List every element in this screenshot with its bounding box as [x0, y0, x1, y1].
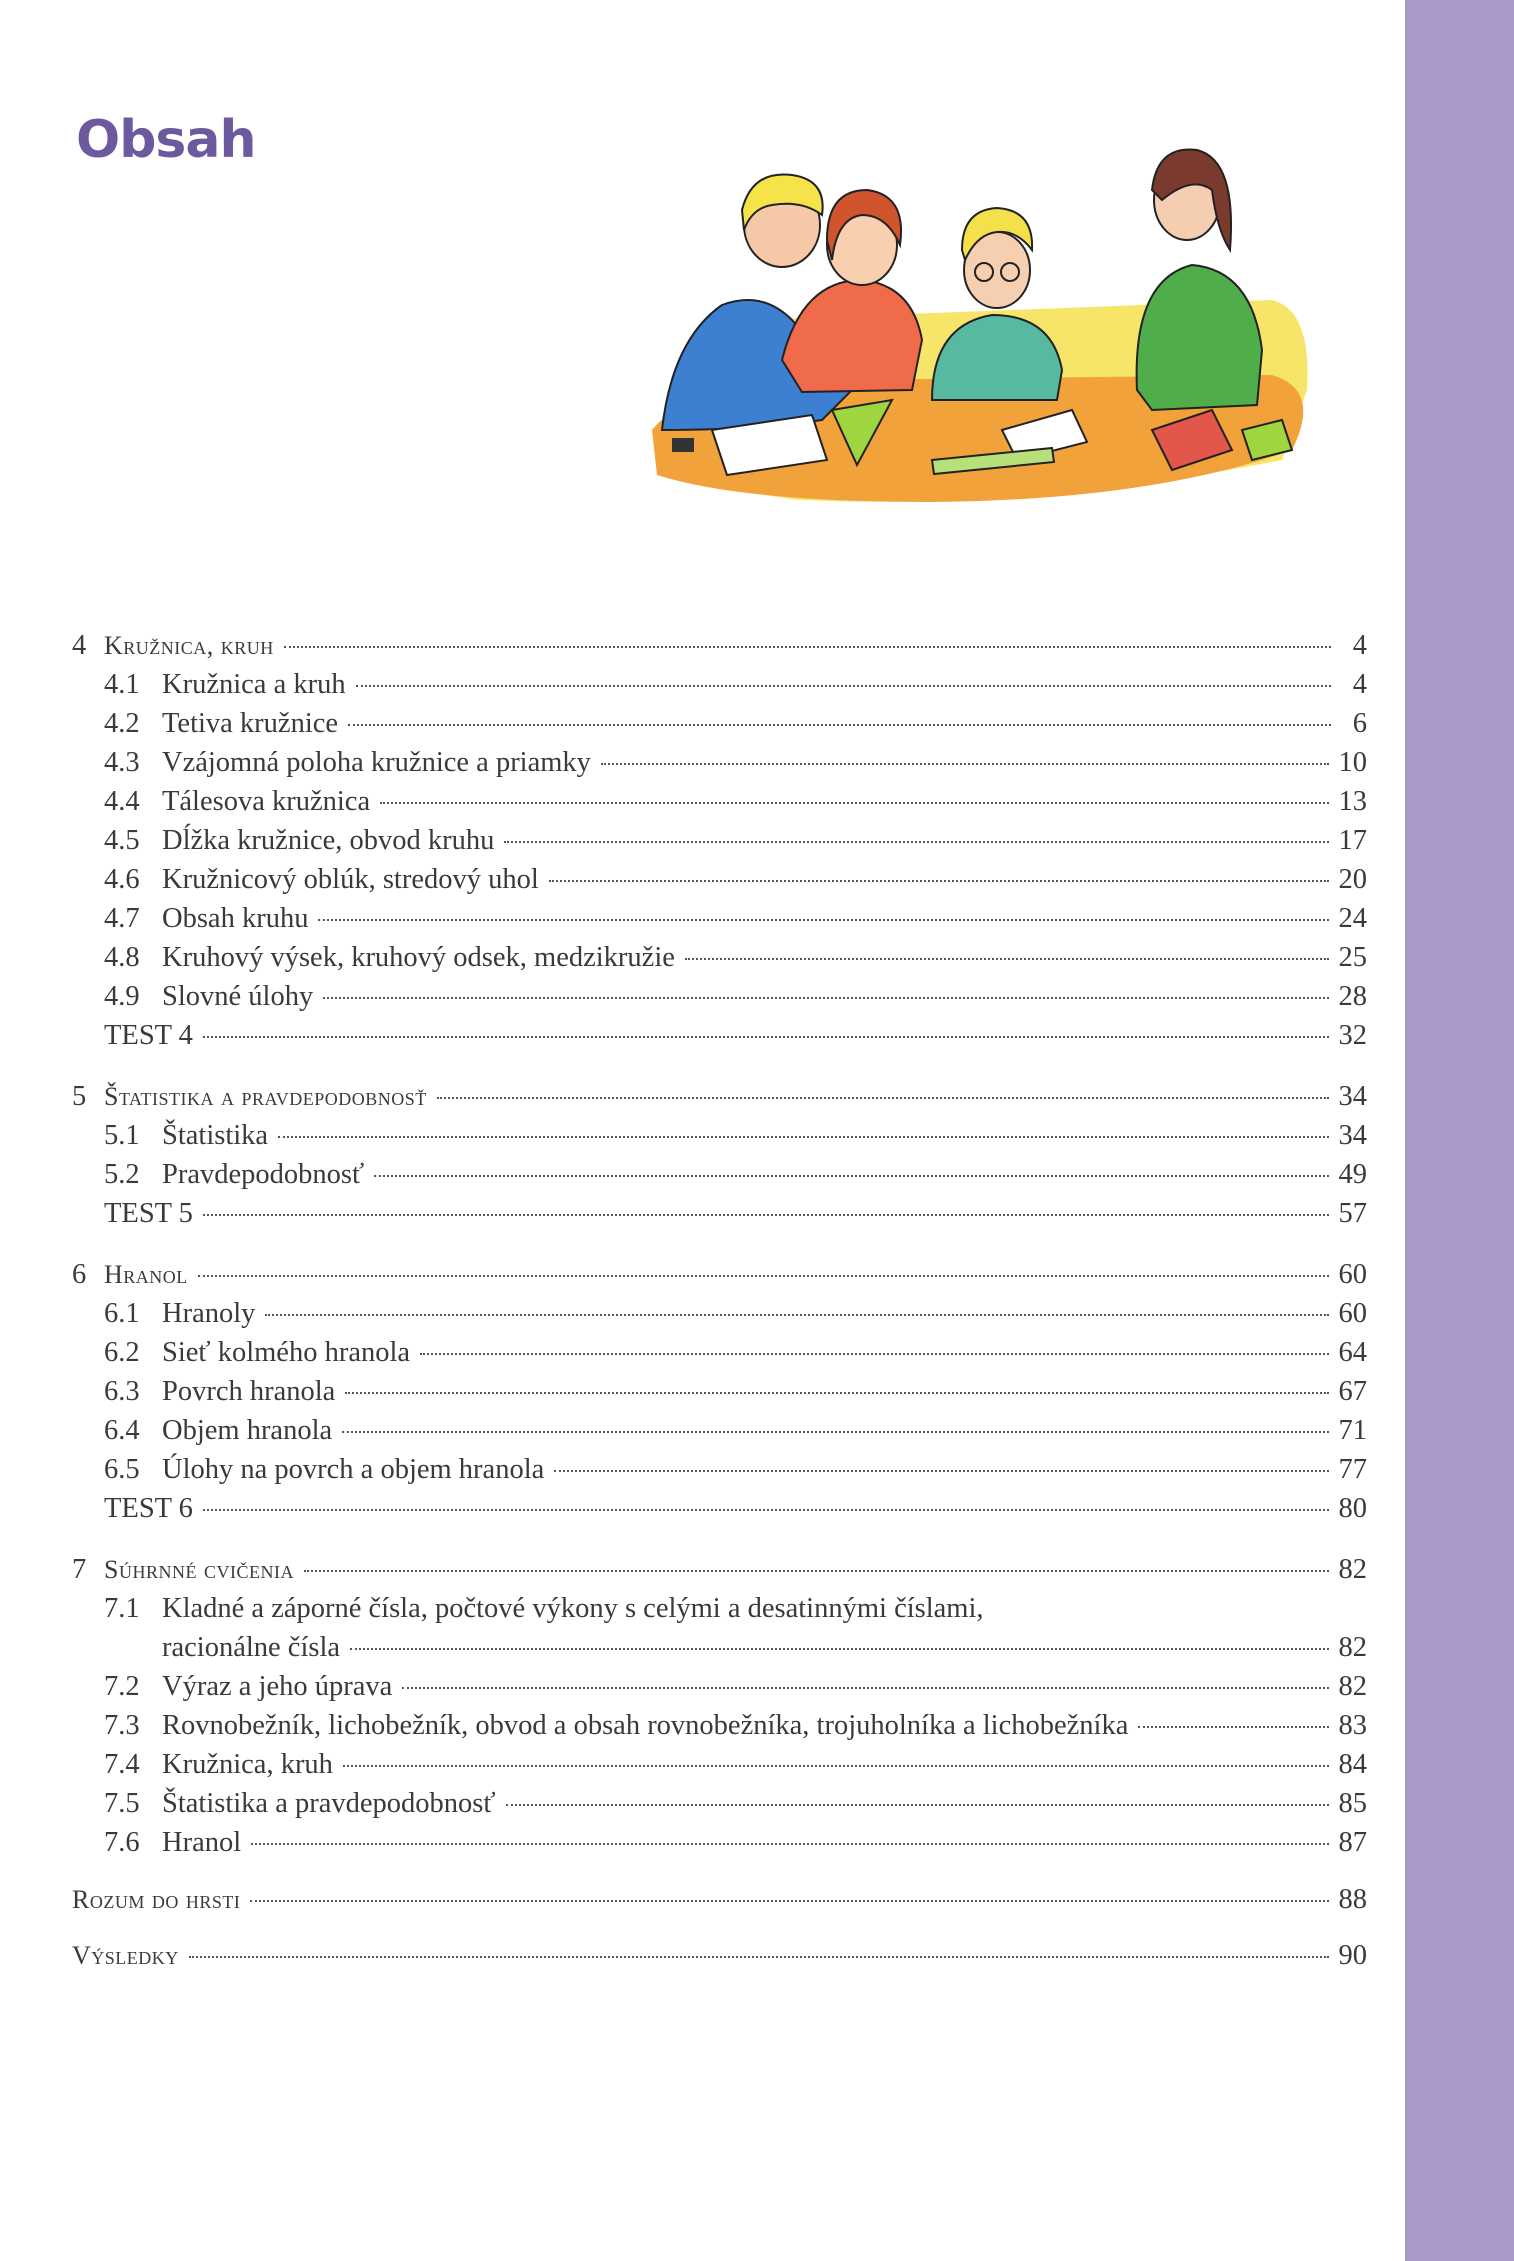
toc-page: 20 — [1338, 864, 1367, 895]
toc-item-4-9[interactable] — [72, 981, 1367, 1020]
leader-dots — [342, 1431, 1328, 1433]
leader-dots — [350, 1648, 1328, 1650]
toc-page: 77 — [1338, 1454, 1367, 1485]
toc-item-4-6[interactable] — [72, 864, 1367, 903]
leader-dots — [685, 958, 1329, 960]
toc-number: 7.6 — [104, 1827, 140, 1858]
leader-dots — [278, 1136, 1328, 1138]
toc-label: TEST 4 — [104, 1020, 193, 1051]
leader-dots — [251, 1843, 1328, 1845]
leader-dots — [198, 1275, 1329, 1277]
toc-label: Hranoly — [162, 1298, 256, 1329]
toc-item-4-4[interactable] — [72, 786, 1367, 825]
toc-number: 7 — [72, 1554, 87, 1585]
toc-chapter-5[interactable] — [72, 1081, 1367, 1120]
leader-dots — [506, 1804, 1329, 1806]
toc-page: 82 — [1338, 1632, 1367, 1663]
toc-label: Objem hranola — [162, 1415, 333, 1446]
toc-test-5[interactable] — [72, 1198, 1367, 1237]
toc-page: 85 — [1338, 1788, 1367, 1819]
leader-dots — [318, 919, 1328, 921]
toc-page: 80 — [1338, 1493, 1367, 1524]
toc-number: 6 — [72, 1259, 87, 1290]
toc-rozum-do-hrsti[interactable] — [72, 1884, 1367, 1922]
toc-label: Rovnobežník, lichobežník, obvod a obsah rovnobežníka, trojuholníka a lichobežníka — [162, 1710, 1129, 1741]
toc-number: 5 — [72, 1081, 87, 1112]
toc-number: 6.5 — [104, 1454, 140, 1485]
toc-item-6-3[interactable] — [72, 1376, 1367, 1415]
toc-page: 10 — [1338, 747, 1367, 778]
toc-item-6-2[interactable] — [72, 1337, 1367, 1376]
toc-page: 83 — [1338, 1710, 1367, 1741]
toc-vysledky[interactable] — [72, 1940, 1367, 1978]
toc-page: 32 — [1338, 1020, 1367, 1051]
toc-label: Štatistika a pravdepodobnosť — [104, 1082, 427, 1111]
toc-number: 4.2 — [104, 708, 140, 739]
toc-label: Sieť kolmého hranola — [162, 1337, 411, 1368]
toc-label: Kružnicový oblúk, stredový uhol — [162, 864, 539, 895]
leader-dots — [203, 1509, 1329, 1511]
toc-label: Kladné a záporné čísla, počtové výkony s celými a desatinnými číslami, — [162, 1593, 984, 1624]
toc-page: 4 — [1352, 630, 1367, 661]
toc-item-5-2[interactable] — [72, 1159, 1367, 1198]
table-of-contents — [72, 630, 1367, 1978]
toc-item-6-5[interactable] — [72, 1454, 1367, 1493]
toc-number: 7.2 — [104, 1671, 140, 1702]
toc-page: 64 — [1338, 1337, 1367, 1368]
toc-item-6-4[interactable] — [72, 1415, 1367, 1454]
toc-number: 7.3 — [104, 1710, 140, 1741]
leader-dots — [203, 1036, 1329, 1038]
toc-page: 24 — [1338, 903, 1367, 934]
toc-item-7-3[interactable] — [72, 1710, 1367, 1749]
toc-label: Úlohy na povrch a objem hranola — [162, 1454, 545, 1485]
toc-item-7-1-continued[interactable] — [72, 1632, 1367, 1671]
leader-dots — [323, 997, 1328, 999]
toc-number: 4.5 — [104, 825, 140, 856]
toc-page: 60 — [1338, 1259, 1367, 1290]
toc-page: 49 — [1338, 1159, 1367, 1190]
toc-label: Kružnica, kruh — [162, 1749, 333, 1780]
leader-dots — [348, 724, 1331, 726]
toc-label: Hranol — [162, 1827, 242, 1858]
toc-number: 4 — [72, 630, 87, 661]
leader-dots — [250, 1900, 1328, 1902]
toc-item-4-1[interactable] — [72, 669, 1367, 708]
toc-label: Tálesova kružnica — [162, 786, 371, 817]
leader-dots — [356, 685, 1331, 687]
toc-number: 5.1 — [104, 1120, 140, 1151]
toc-item-7-2[interactable] — [72, 1671, 1367, 1710]
toc-item-4-3[interactable] — [72, 747, 1367, 786]
leader-dots — [304, 1570, 1329, 1572]
toc-number: 6.2 — [104, 1337, 140, 1368]
toc-number: 5.2 — [104, 1159, 140, 1190]
toc-page: 57 — [1338, 1198, 1367, 1229]
toc-number: 4.7 — [104, 903, 140, 934]
toc-label: Kružnica a kruh — [162, 669, 346, 700]
toc-test-4[interactable] — [72, 1020, 1367, 1059]
toc-number: 7.1 — [104, 1593, 140, 1624]
students-at-table-illustration — [632, 130, 1322, 520]
toc-number: 6.3 — [104, 1376, 140, 1407]
toc-item-7-6[interactable] — [72, 1827, 1367, 1866]
toc-label: TEST 6 — [104, 1493, 193, 1524]
toc-number: 6.1 — [104, 1298, 140, 1329]
leader-dots — [374, 1175, 1328, 1177]
toc-page: 17 — [1338, 825, 1367, 856]
toc-page: 60 — [1338, 1298, 1367, 1329]
toc-page: 84 — [1338, 1749, 1367, 1780]
leader-dots — [549, 880, 1329, 882]
toc-item-4-2[interactable] — [72, 708, 1367, 747]
toc-label: Pravdepodobnosť — [162, 1159, 365, 1190]
leader-dots — [265, 1314, 1328, 1316]
toc-item-4-8[interactable] — [72, 942, 1367, 981]
side-band — [1405, 0, 1514, 2261]
leader-dots — [437, 1097, 1329, 1099]
toc-page: 87 — [1338, 1827, 1367, 1858]
toc-label: Slovné úlohy — [162, 981, 314, 1012]
leader-dots — [420, 1353, 1328, 1355]
toc-chapter-6[interactable] — [72, 1259, 1367, 1298]
leader-dots — [402, 1687, 1328, 1689]
toc-page: 25 — [1338, 942, 1367, 973]
toc-number: 4.1 — [104, 669, 140, 700]
leader-dots — [345, 1392, 1328, 1394]
toc-page: 4 — [1352, 669, 1367, 700]
toc-item-7-4[interactable] — [72, 1749, 1367, 1788]
toc-label: racionálne čísla — [162, 1632, 341, 1663]
toc-label: Kružnica, kruh — [104, 631, 274, 660]
toc-page: 6 — [1352, 708, 1367, 739]
toc-page: 28 — [1338, 981, 1367, 1012]
toc-item-4-7[interactable] — [72, 903, 1367, 942]
toc-label: Hranol — [104, 1260, 188, 1289]
toc-page: 90 — [1338, 1940, 1367, 1971]
toc-label: Tetiva kružnice — [162, 708, 339, 739]
toc-page: 34 — [1338, 1081, 1367, 1112]
leader-dots — [203, 1214, 1329, 1216]
leader-dots — [554, 1470, 1328, 1472]
leader-dots — [601, 763, 1329, 765]
toc-number: 4.3 — [104, 747, 140, 778]
toc-page: 34 — [1338, 1120, 1367, 1151]
toc-page: 71 — [1338, 1415, 1367, 1446]
toc-item-7-1[interactable] — [72, 1593, 1367, 1632]
page-title: Obsah — [76, 110, 256, 170]
toc-label: TEST 5 — [104, 1198, 193, 1229]
leader-dots — [343, 1765, 1329, 1767]
toc-number: 6.4 — [104, 1415, 140, 1446]
toc-label: Povrch hranola — [162, 1376, 336, 1407]
toc-label: Súhrnné cvičenia — [104, 1555, 294, 1584]
toc-label: Rozum do hrsti — [72, 1885, 241, 1914]
toc-label: Štatistika a pravdepodobnosť — [162, 1788, 496, 1819]
toc-item-7-5[interactable] — [72, 1788, 1367, 1827]
toc-page: 82 — [1338, 1671, 1367, 1702]
toc-label: Obsah kruhu — [162, 903, 309, 934]
toc-chapter-7[interactable] — [72, 1554, 1367, 1593]
toc-item-5-1[interactable] — [72, 1120, 1367, 1159]
toc-label: Vzájomná poloha kružnice a priamky — [162, 747, 591, 778]
toc-number: 7.5 — [104, 1788, 140, 1819]
toc-item-6-1[interactable] — [72, 1298, 1367, 1337]
toc-item-4-5[interactable] — [72, 825, 1367, 864]
toc-label: Výsledky — [72, 1941, 179, 1970]
toc-number: 4.9 — [104, 981, 140, 1012]
toc-test-6[interactable] — [72, 1493, 1367, 1532]
toc-page: 67 — [1338, 1376, 1367, 1407]
toc-number: 4.8 — [104, 942, 140, 973]
leader-dots — [380, 802, 1328, 804]
toc-page: 88 — [1338, 1884, 1367, 1915]
toc-label: Dĺžka kružnice, obvod kruhu — [162, 825, 495, 856]
toc-number: 7.4 — [104, 1749, 140, 1780]
toc-number: 4.6 — [104, 864, 140, 895]
toc-label: Výraz a jeho úprava — [162, 1671, 393, 1702]
toc-page: 13 — [1338, 786, 1367, 817]
leader-dots — [504, 841, 1328, 843]
toc-label: Štatistika — [162, 1120, 269, 1151]
toc-chapter-4[interactable] — [72, 630, 1367, 669]
leader-dots — [1138, 1726, 1328, 1728]
toc-page: 82 — [1338, 1554, 1367, 1585]
leader-dots — [189, 1956, 1329, 1958]
toc-number: 4.4 — [104, 786, 140, 817]
leader-dots — [284, 646, 1331, 648]
toc-label: Kruhový výsek, kruhový odsek, medzikružie — [162, 942, 675, 973]
